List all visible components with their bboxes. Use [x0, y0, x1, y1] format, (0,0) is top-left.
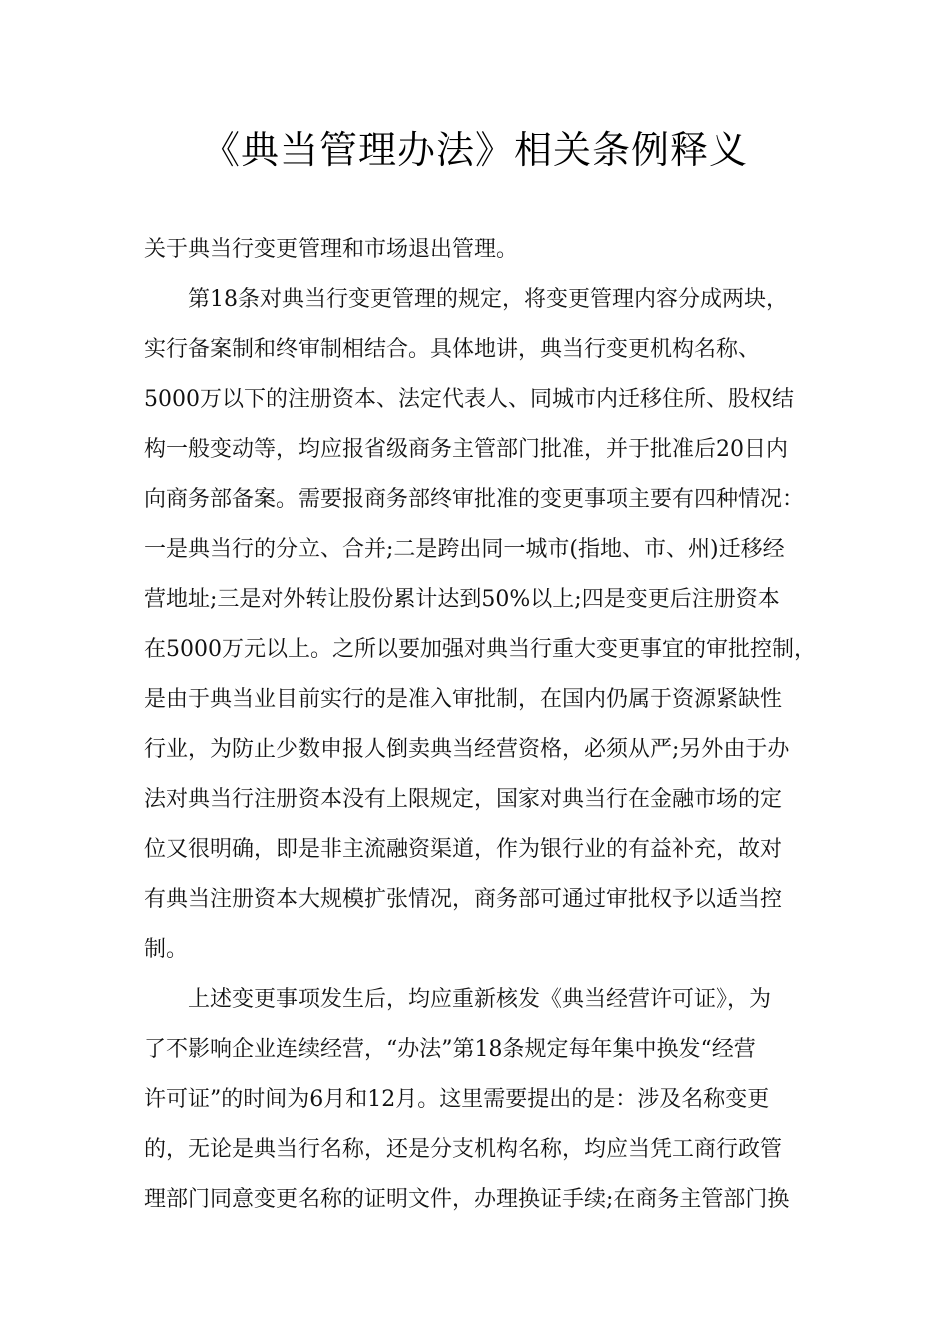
paragraph-line: 第18条对典当行变更管理的规定，将变更管理内容分成两块，	[188, 287, 788, 312]
paragraph-line: 行业，为防止少数申报人倒卖典当经营资格，必须从严;另外由于办	[144, 737, 790, 762]
paragraph-line: 营地址;三是对外转让股份累计达到50%以上;四是变更后注册资本	[144, 587, 780, 612]
paragraph-line: 法对典当行注册资本没有上限规定，国家对典当行在金融市场的定	[144, 787, 783, 812]
paragraph-line: 一是典当行的分立、合并;二是跨出同一城市(指地、市、州)迁移经	[144, 537, 785, 562]
paragraph-line: 关于典当行变更管理和市场退出管理。	[144, 237, 519, 262]
paragraph-line: 向商务部备案。需要报商务部终审批准的变更事项主要有四种情况：	[144, 487, 805, 512]
paragraph-line: 理部门同意变更名称的证明文件，办理换证手续;在商务主管部门换	[144, 1187, 790, 1212]
paragraph-line: 实行备案制和终审制相结合。具体地讲，典当行变更机构名称、	[144, 337, 761, 362]
paragraph-line: 许可证”的时间为6月和12月。这里需要提出的是：涉及名称变更	[144, 1087, 770, 1112]
paragraph-line: 制。	[144, 937, 189, 962]
paragraph-line: 的，无论是典当行名称，还是分支机构名称，均应当凭工商行政管	[144, 1137, 783, 1162]
paragraph-line: 构一般变动等，均应报省级商务主管部门批准，并于批准后20日内	[144, 437, 788, 462]
paragraph-line: 了不影响企业连续经营，“办法”第18条规定每年集中换发“经营	[144, 1037, 756, 1062]
paragraph-line: 位又很明确，即是非主流融资渠道，作为银行业的有益补充，故对	[144, 837, 783, 862]
paragraph-line: 上述变更事项发生后，均应重新核发《典当经营许可证》，为	[188, 987, 772, 1012]
paragraph-line: 有典当注册资本大规模扩张情况，商务部可通过审批权予以适当控	[144, 887, 783, 912]
paragraph-line: 在5000万元以上。之所以要加强对典当行重大变更事宜的审批控制，	[144, 637, 816, 662]
paragraph-line: 5000万以下的注册资本、法定代表人、同城市内迁移住所、股权结	[144, 387, 794, 412]
document-title: 《典当管理办法》相关条例释义	[201, 128, 748, 172]
paragraph-line: 是由于典当业目前实行的是准入审批制，在国内仍属于资源紧缺性	[144, 687, 783, 712]
